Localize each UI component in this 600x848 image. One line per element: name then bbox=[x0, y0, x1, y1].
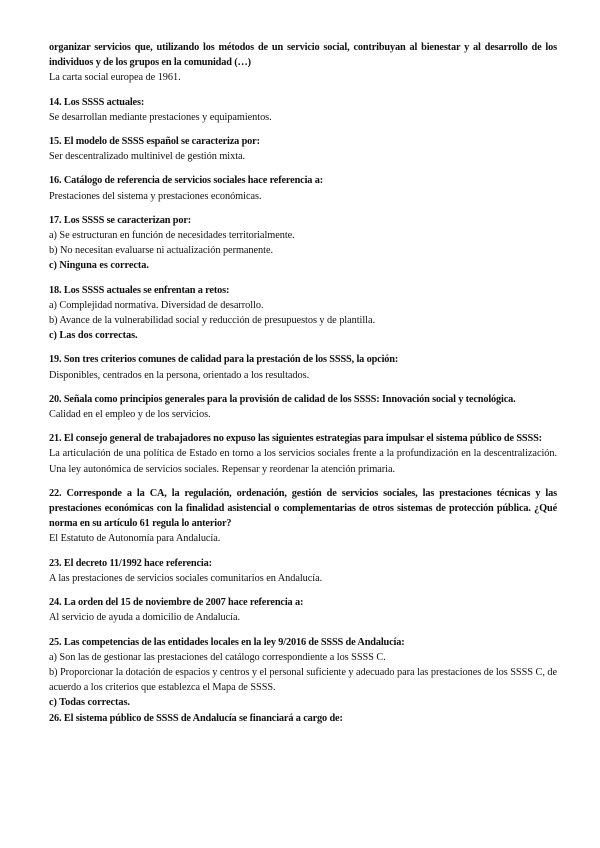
question-block bbox=[49, 134, 557, 164]
correct-answer: c) Las dos correctas. bbox=[49, 330, 138, 342]
document-page bbox=[49, 40, 557, 726]
answer-text: b) Proporcionar la dotación de espacios y centros y el personal suficiente y adecuado para las prestaciones de los SSSS C, de acuerdo a los criterios que establezca el Mapa de SSSS. bbox=[49, 666, 557, 694]
question-block bbox=[49, 635, 557, 711]
question-block bbox=[49, 595, 557, 625]
answer-text: A las prestaciones de servicios sociales comunitarios en Andalucía. bbox=[49, 572, 323, 584]
question-text: 14. Los SSSS actuales: bbox=[49, 96, 145, 108]
question-block bbox=[49, 392, 557, 422]
question-text: 22. Corresponde a la CA, la regulación, ordenación, gestión de servicios sociales, las prestaciones técnicas y las prestaciones económicas con la finalidad asistencial o complementarias de otros sistemas de protección pública. ¿Qué norma en su artículo 61 regula lo anterior? bbox=[49, 487, 557, 530]
question-block bbox=[49, 95, 557, 125]
question-block bbox=[49, 556, 557, 586]
question-block bbox=[49, 213, 557, 274]
answer-text: La articulación de una política de Estado en torno a los servicios sociales frente a la profundización en la descentralización. Una ley autonómica de servicios sociales. Repensar y reordenar la atención primaria. bbox=[49, 448, 557, 475]
answer-text: b) No necesitan evaluarse ni actualización permanente. bbox=[49, 245, 274, 257]
question-text: 15. El modelo de SSSS español se caracteriza por: bbox=[49, 136, 260, 148]
question-text: 21. El consejo general de trabajadores no expuso las siguientes estrategias para impulsar el sistema público de SSSS: bbox=[49, 433, 542, 445]
question-text: 18. Los SSSS actuales se enfrentan a retos: bbox=[49, 284, 230, 296]
answer-text: El Estatuto de Autonomía para Andalucía. bbox=[49, 533, 221, 545]
question-text: 17. Los SSSS se caracterizan por: bbox=[49, 214, 192, 226]
question-text: 25. Las competencias de las entidades locales en la ley 9/2016 de SSSS de Andalucía: bbox=[49, 636, 405, 648]
answer-text: a) Son las de gestionar las prestaciones del catálogo correspondiente a los SSSS C. bbox=[49, 651, 386, 663]
answer-text: Prestaciones del sistema y prestaciones económicas. bbox=[49, 190, 262, 202]
question-text: 24. La orden del 15 de noviembre de 2007 hace referencia a: bbox=[49, 597, 304, 609]
answer-text: a) Se estructuran en función de necesidades territorialmente. bbox=[49, 230, 295, 242]
answer-text: Ser descentralizado multinivel de gestión mixta. bbox=[49, 151, 246, 163]
question-block bbox=[49, 283, 557, 344]
question-text: 23. El decreto 11/1992 hace referencia: bbox=[49, 557, 212, 569]
question-text: 19. Son tres criterios comunes de calidad para la prestación de los SSSS, la opción: bbox=[49, 354, 399, 366]
answer-text: Calidad en el empleo y de los servicios. bbox=[49, 409, 211, 421]
question-block bbox=[49, 431, 557, 477]
answer-text: a) Complejidad normativa. Diversidad de desarrollo. bbox=[49, 299, 264, 311]
intro-block bbox=[49, 40, 557, 86]
correct-answer: c) Ninguna es correcta. bbox=[49, 260, 149, 272]
correct-answer: c) Todas correctas. bbox=[49, 697, 130, 709]
answer-text: Al servicio de ayuda a domicilio de Andalucía. bbox=[49, 612, 240, 624]
answer-text: Disponibles, centrados en la persona, orientado a los resultados. bbox=[49, 369, 310, 381]
question-list bbox=[49, 95, 557, 711]
last-question: 26. El sistema público de SSSS de Andalucía se financiará a cargo de: bbox=[49, 712, 343, 724]
question-block bbox=[49, 352, 557, 382]
question-text: organizar servicios que, utilizando los métodos de un servicio social, contribuyan al bienestar y al desarrollo de los individuos y de los grupos en la comunidad (…) bbox=[49, 42, 557, 69]
question-block bbox=[49, 173, 557, 203]
answer-text: La carta social europea de 1961. bbox=[49, 72, 181, 84]
answer-text: Se desarrollan mediante prestaciones y equipamientos. bbox=[49, 111, 272, 123]
question-text: 16. Catálogo de referencia de servicios sociales hace referencia a: bbox=[49, 175, 323, 187]
question-text: 20. Señala como principios generales para la provisión de calidad de los SSSS: Innovación social y tecnológica. bbox=[49, 393, 516, 405]
question-block bbox=[49, 486, 557, 547]
answer-text: b) Avance de la vulnerabilidad social y reducción de presupuestos y de plantilla. bbox=[49, 315, 376, 327]
